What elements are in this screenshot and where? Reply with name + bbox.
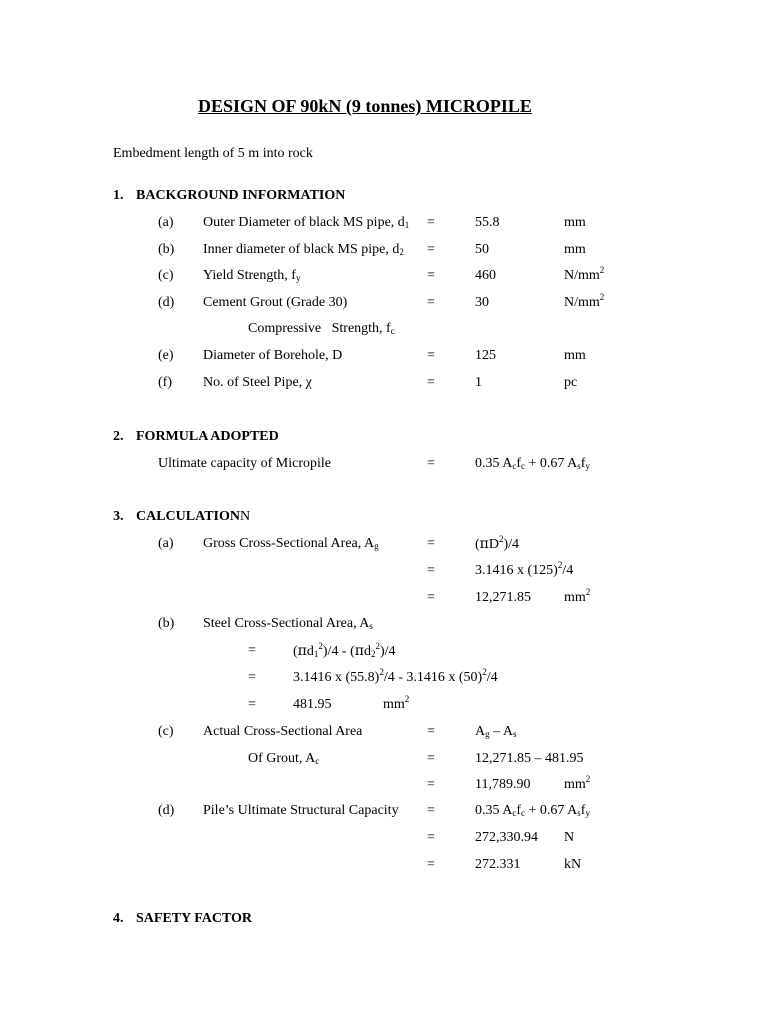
item-1b-value: 50 xyxy=(475,242,489,257)
calc-a-eq-3: = xyxy=(427,590,435,605)
formula-label: Ultimate capacity of Micropile xyxy=(158,456,331,471)
item-1d-label-line2: Compressive Strength, $f_c$ xyxy=(248,321,395,336)
section-2-number: 2. xyxy=(113,429,124,444)
formula-equals: = xyxy=(427,456,435,471)
calc-c-eq-2: = xyxy=(427,751,435,766)
calc-c-label-line2: Of Grout, $A_c$ xyxy=(248,751,320,766)
section-1-number: 1. xyxy=(113,188,124,203)
calc-b-eq-3: = xyxy=(248,697,256,712)
calc-c-label: Actual Cross-Sectional Area xyxy=(203,724,363,739)
calc-a-label: Gross Cross-Sectional Area, $A_g$ xyxy=(203,536,379,551)
item-1c-value: 460 xyxy=(475,268,496,283)
item-1a-letter: (a) xyxy=(158,215,174,230)
calc-b-unit: $mm^2$ xyxy=(383,694,410,712)
page-title: DESIGN OF 90kN (9 tonnes) MICROPILE xyxy=(198,96,532,116)
calc-c-line-3: 11,789.90 xyxy=(475,777,531,792)
calc-d-label: Pile’s Ultimate Structural Capacity xyxy=(203,803,399,818)
calc-d-unit-2: N xyxy=(564,830,575,845)
item-1e-letter: (e) xyxy=(158,348,174,363)
calc-c-letter: (c) xyxy=(158,724,174,739)
calc-a-eq-1: = xyxy=(427,536,435,551)
intro-text: Embedment length of 5 m into rock xyxy=(113,146,313,161)
calc-a-line-1: $(\pi D^2)/4$ xyxy=(475,534,520,552)
calc-b-eq-1: = xyxy=(248,643,256,658)
item-1d-equals: = xyxy=(427,295,435,310)
calc-d-eq-2: = xyxy=(427,830,435,845)
calc-d-eq-3: = xyxy=(427,857,435,872)
calc-d-line-2: 272,330.94 xyxy=(475,830,538,845)
item-1d-label: Cement Grout (Grade 30) xyxy=(203,295,348,310)
item-1d-unit: $N/mm^2$ xyxy=(564,292,605,310)
calc-b-line-3: 481.95 xyxy=(293,697,332,712)
calc-c-line-2: 12,271.85 – 481.95 xyxy=(475,751,584,766)
calc-d-letter: (d) xyxy=(158,803,175,818)
section-4-heading: SAFETY FACTOR xyxy=(136,911,253,926)
calc-c-eq-1: = xyxy=(427,724,435,739)
calc-b-eq-2: = xyxy=(248,670,256,685)
section-1-heading: BACKGROUND INFORMATION xyxy=(136,188,346,203)
item-1b-equals: = xyxy=(427,242,435,257)
calc-d-unit-3: kN xyxy=(564,857,582,872)
calc-c-eq-3: = xyxy=(427,777,435,792)
calc-c-unit: $mm^2$ xyxy=(564,774,591,792)
item-1c-equals: = xyxy=(427,268,435,283)
calc-c-line-1: $A_g - A_s$ xyxy=(475,724,517,739)
item-1f-letter: (f) xyxy=(158,375,172,390)
calc-a-line-2: 3.1416 x $(125)^2/4$ xyxy=(475,560,574,578)
item-1a-unit: mm xyxy=(564,215,586,230)
item-1b-letter: (b) xyxy=(158,242,175,257)
item-1e-label: Diameter of Borehole, D xyxy=(203,348,343,363)
calc-b-label: Steel Cross-Sectional Area, $A_s$ xyxy=(203,616,373,631)
item-1c-label: Yield Strength, $f_y$ xyxy=(203,268,301,283)
item-1a-label: Outer Diameter of black MS pipe, $d_1$ xyxy=(203,215,410,230)
calc-a-letter: (a) xyxy=(158,536,174,551)
calc-a-line-3: 12,271.85 xyxy=(475,590,531,605)
item-1f-unit: pc xyxy=(564,375,578,390)
calc-a-unit: $mm^2$ xyxy=(564,587,591,605)
item-1f-value: 1 xyxy=(475,375,482,390)
item-1a-equals: = xyxy=(427,215,435,230)
item-1d-letter: (d) xyxy=(158,295,175,310)
item-1b-label: Inner diameter of black MS pipe, $d_2$ xyxy=(203,242,404,257)
item-1e-unit: mm xyxy=(564,348,586,363)
calc-b-line-1: $(\pi d_1^2)/4 - (\pi d_2^2)/4$ xyxy=(293,641,396,659)
section-4-number: 4. xyxy=(113,911,124,926)
item-1c-unit: $N/mm^2$ xyxy=(564,265,605,283)
section-3-heading: CALCULATIONN xyxy=(136,509,251,524)
calc-d-line-1: 0.35 $A_cf_c + 0.67$ $A_sf_y$ xyxy=(475,803,590,818)
item-1f-label: No. of Steel Pipe, χ xyxy=(203,375,312,390)
item-1e-equals: = xyxy=(427,348,435,363)
item-1f-equals: = xyxy=(427,375,435,390)
calc-a-eq-2: = xyxy=(427,563,435,578)
calc-d-line-3: 272.331 xyxy=(475,857,521,872)
item-1d-value: 30 xyxy=(475,295,489,310)
item-1b-unit: mm xyxy=(564,242,586,257)
calc-b-line-2: 3.1416 x $(55.8)^2/4 - 3.1416$ x $(50)^2/4$ xyxy=(293,667,498,685)
section-3-number: 3. xyxy=(113,509,124,524)
calc-b-letter: (b) xyxy=(158,616,175,631)
calc-d-eq-1: = xyxy=(427,803,435,818)
formula-expression: 0.35 $A_cf_c + 0.67$ $A_sf_y$ xyxy=(475,456,590,471)
item-1c-letter: (c) xyxy=(158,268,174,283)
section-2-heading: FORMULA ADOPTED xyxy=(136,429,279,444)
item-1e-value: 125 xyxy=(475,348,496,363)
item-1a-value: 55.8 xyxy=(475,215,500,230)
